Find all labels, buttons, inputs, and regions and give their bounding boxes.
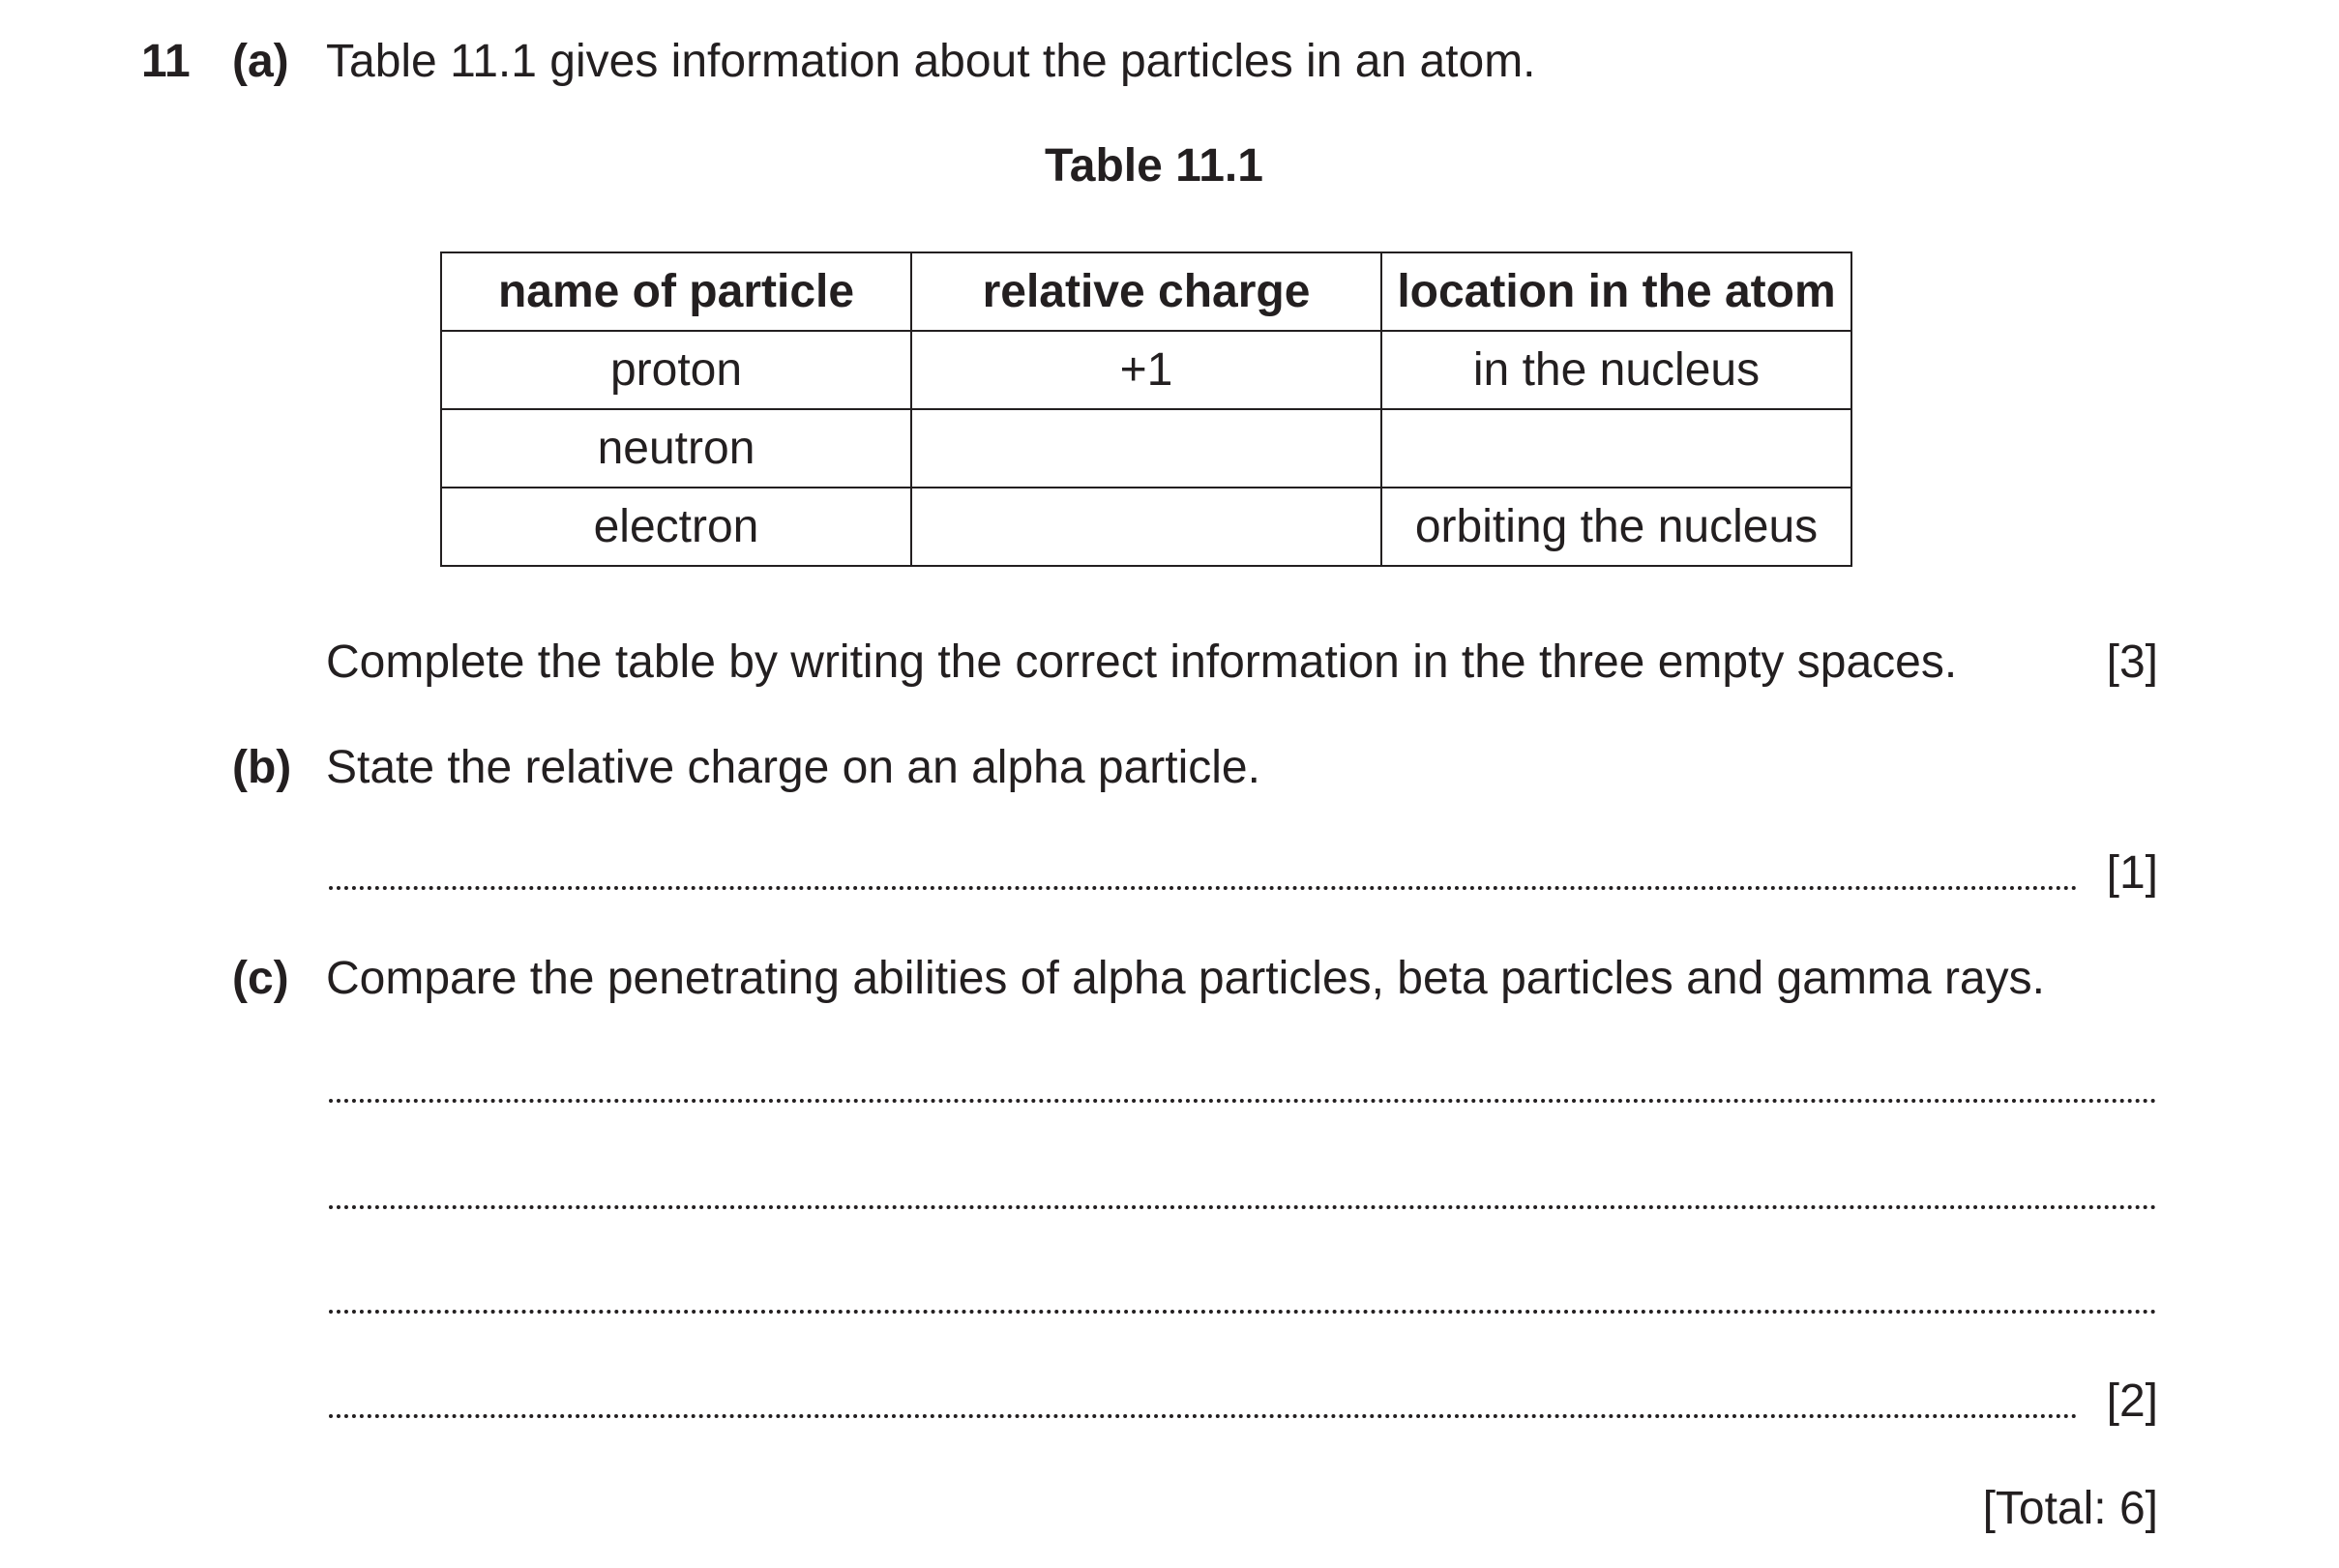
table-header-row (441, 252, 1851, 331)
part-c-answer-line[interactable] (329, 1310, 2157, 1314)
particle-table (440, 251, 1852, 567)
cell-relative-charge: +1 (911, 331, 1381, 409)
answer-cell-relative-charge[interactable] (911, 488, 1381, 566)
header-location: location in the atom (1381, 252, 1851, 331)
table-row (441, 409, 1851, 488)
part-c-question: Compare the penetrating abilities of alpha particles, beta particles and gamma rays. (326, 953, 2045, 1004)
answer-cell-location[interactable] (1381, 409, 1851, 488)
header-name-of-particle: name of particle (441, 252, 911, 331)
part-b-question: State the relative charge on an alpha particle. (326, 742, 1260, 793)
part-c-label: (c) (232, 953, 289, 1004)
part-a-marks: [3] (2106, 636, 2158, 688)
part-c-answer-line[interactable] (329, 1205, 2157, 1209)
total-marks: [Total: 6] (1982, 1483, 2158, 1534)
table-row (441, 331, 1851, 409)
part-c-answer-line[interactable] (329, 1414, 2078, 1418)
answer-cell-relative-charge[interactable] (911, 409, 1381, 488)
question-number: 11 (141, 36, 191, 87)
part-a-stem: Table 11.1 gives information about the particles in an atom. (326, 36, 1536, 87)
cell-location: in the nucleus (1381, 331, 1851, 409)
part-b-label: (b) (232, 742, 292, 793)
cell-particle-name: neutron (441, 409, 911, 488)
part-b-marks: [1] (2106, 847, 2158, 899)
part-a-instruction: Complete the table by writing the correct information in the three empty spaces. (326, 636, 1958, 688)
cell-location: orbiting the nucleus (1381, 488, 1851, 566)
table-row (441, 488, 1851, 566)
part-a-label: (a) (232, 36, 289, 87)
header-relative-charge: relative charge (911, 252, 1381, 331)
table-caption: Table 11.1 (1045, 140, 1263, 192)
part-c-answer-line[interactable] (329, 1099, 2157, 1103)
part-b-answer-line[interactable] (329, 886, 2078, 890)
cell-particle-name: proton (441, 331, 911, 409)
cell-particle-name: electron (441, 488, 911, 566)
part-c-marks: [2] (2106, 1376, 2158, 1427)
